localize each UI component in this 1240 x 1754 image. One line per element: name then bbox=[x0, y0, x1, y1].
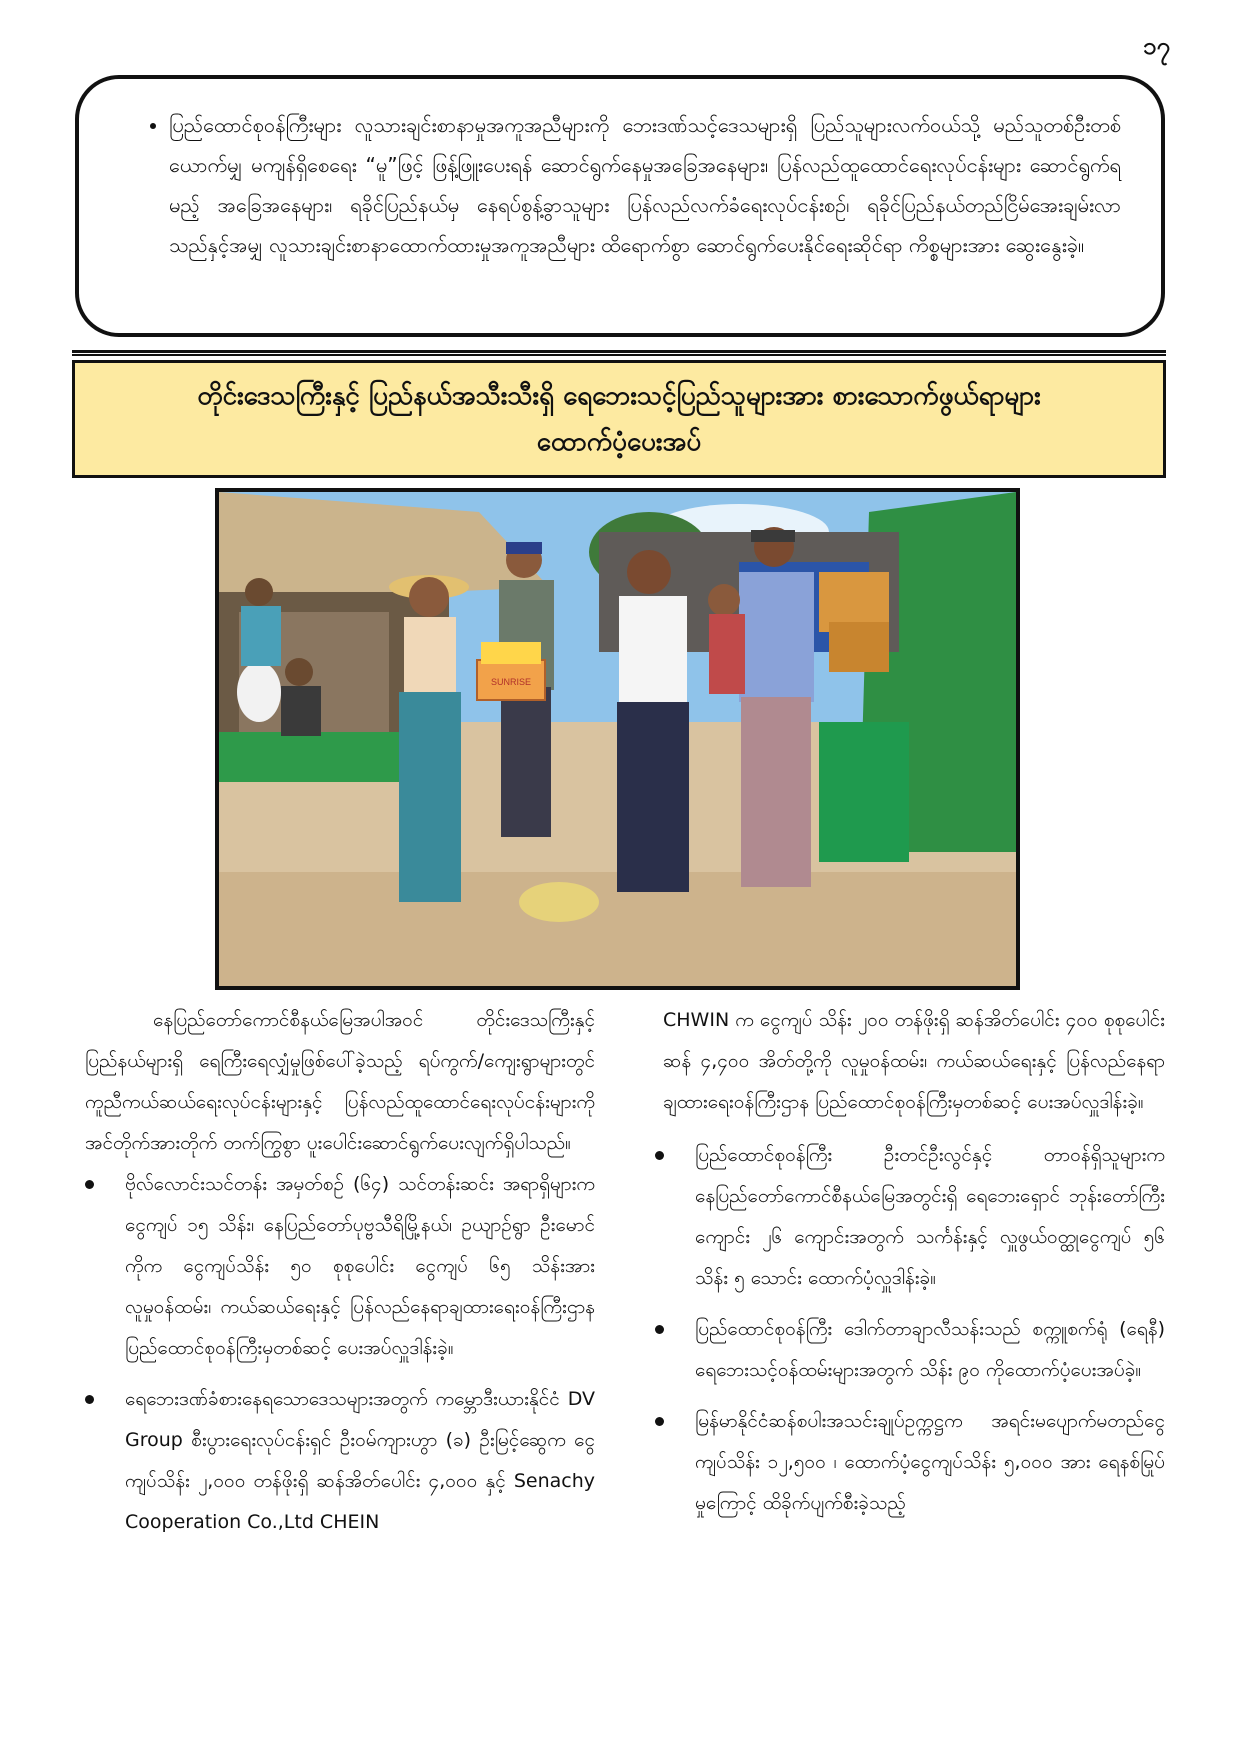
headline-line-2: ထောက်ပံ့ပေးအပ် bbox=[536, 427, 702, 457]
section-divider bbox=[72, 350, 1166, 356]
continued-paragraph: CHWIN က ငွေကျပ် သိန်း ၂၀၀ တန်ဖိုးရှိ ဆန်အိတ်ပေါင်း ၄၀၀ စုစုပေါင်း ဆန် ၄,၄၀၀ အိတ်တို့ကို လူမှုဝန်ထမ်း၊ ကယ်ဆယ်ရေးနှင့် ပြန်လည်နေရာချထားရေးဝန်ကြီးဌာန ပြည်ထောင်စုဝန်ကြီးမှတစ်ဆင့် ပေးအပ်လှူဒါန်းခဲ့။ bbox=[663, 1009, 1165, 1113]
article-headline bbox=[72, 360, 1166, 478]
summary-list bbox=[121, 105, 1121, 265]
left-bullet-list bbox=[85, 1164, 595, 1543]
right-bullet-list bbox=[655, 1135, 1165, 1524]
right-column bbox=[655, 1000, 1165, 1534]
page-number: ၁၇ bbox=[1143, 32, 1170, 60]
photo-illustration bbox=[219, 492, 1016, 986]
summary-box bbox=[75, 75, 1165, 337]
intro-paragraph: နေပြည်တော်ကောင်စီနယ်မြေအပါအဝင် တိုင်းဒေသကြီးနှင့် ပြည်နယ်များရှိ ရေကြီးရေလျှံမှုဖြစ်ပေါ်ခဲ့သည့် ရပ်ကွက်/ကျေးရွာများတွင် ကူညီကယ်ဆယ်ရေးလုပ်ငန်းများနှင့် ပြန်လည်ထူထောင်ရေးလုပ်ငန်းများကို အင်တိုက်အားတိုက် တက်ကြွစွာ ပူးပေါင်းဆောင်ရွက်ပေးလျက်ရှိပါသည်။ bbox=[85, 1009, 595, 1154]
list-item: ရေဘေးဒဏ်ခံစားနေရသောဒေသများအတွက် ကမ္ဘောဒီးယားနိုင်ငံ DV Group စီးပွားရေးလုပ်ငန်းရှင် ဦးဝမ်ကျားဟွာ (ခ) ဦးမြင့်ဆွေက ငွေကျပ်သိန်း ၂,၀၀၀ တန်ဖိုးရှိ ဆန်အိတ်ပေါင်း ၄,၀၀၀ နှင့် Senachy Cooperation Co.,Ltd CHEIN bbox=[85, 1379, 595, 1543]
summary-bullet: • ပြည်ထောင်စုဝန်ကြီးများ လူသားချင်းစာနာမှုအကူအညီများကို ဘေးဒဏ်သင့်ဒေသများရှိ ပြည်သူများလက်ဝယ်သို့ မည်သူတစ်ဦးတစ်ယောက်မျှ မကျန်ရှိစေရေး “မူ”ဖြင့် ဖြန့်ဖြူးပေးရန် ဆောင်ရွက်နေမှုအခြေအနေများ၊ ပြန်လည်ထူထောင်ရေးလုပ်ငန်းများ ဆောင်ရွက်ရမည့် အခြေအနေများ၊ ရခိုင်ပြည်နယ်မှ နေရပ်စွန့်ခွာသူများ ပြန်လည်လက်ခံရေးလုပ်ငန်းစဉ်၊ ရခိုင်ပြည်နယ်တည်ငြိမ်အေးချမ်းလာသည်နှင့်အမျှ လူသားချင်းစာနာထောက်ထားမှုအကူအညီများ ထိရောက်စွာ ဆောင်ရွက်ပေးနိုင်ရေးဆိုင်ရာ ကိစ္စများအား ဆွေးနွေးခဲ့။ bbox=[169, 105, 1121, 265]
article-photo bbox=[215, 488, 1020, 990]
list-item: ပြည်ထောင်စုဝန်ကြီး ဦးတင်ဦးလွင်နှင့် တာဝန်ရှိသူများက နေပြည်တော်ကောင်စီနယ်မြေအတွင်းရှိ ရေဘေးရှောင် ဘုန်းတော်ကြီးကျောင်း ၂၆ ကျောင်းအတွက် သင်္ကန်းနှင့် လှူဖွယ်ဝတ္ထုငွေကျပ် ၅၆ သိန်း ၅ သောင်း ထောက်ပံ့လှူဒါန်းခဲ့။ bbox=[655, 1135, 1165, 1299]
photo-box-label: SUNRISE bbox=[490, 677, 532, 687]
list-item: ဗိုလ်လောင်းသင်တန်း အမှတ်စဉ် (၆၄) သင်တန်းဆင်း အရာရှိများက ငွေကျပ် ၁၅ သိန်း၊ နေပြည်တော်ပုဗ္ဗသီရိမြို့နယ်၊ ဥယျာဉ်ရွာ ဦးမောင်ကိုက ငွေကျပ်သိန်း ၅၀ စုစုပေါင်း ငွေကျပ် ၆၅ သိန်းအား လူမှုဝန်ထမ်း၊ ကယ်ဆယ်ရေးနှင့် ပြန်လည်နေရာချထားရေးဝန်ကြီးဌာန ပြည်ထောင်စုဝန်ကြီးမှတစ်ဆင့် ပေးအပ်လှူဒါန်းခဲ့။ bbox=[85, 1164, 595, 1369]
headline-line-1: တိုင်းဒေသကြီးနှင့် ပြည်နယ်အသီးသီးရှိ ရေဘေးသင့်ပြည်သူများအား စားသောက်ဖွယ်ရာများ bbox=[197, 381, 1041, 411]
list-item: ပြည်ထောင်စုဝန်ကြီး ဒေါက်တာချာလီသန်းသည် စက္ကူစက်ရုံ (ရေနီ) ရေဘေးသင့်ဝန်ထမ်းများအတွက် သိန်း ၉၀ ကိုထောက်ပံ့ပေးအပ်ခဲ့။ bbox=[655, 1309, 1165, 1391]
left-column bbox=[85, 1000, 595, 1553]
list-item: မြန်မာနိုင်ငံဆန်စပါးအသင်းချုပ်ဥက္ကဋ္ဌက အရင်းမပျောက်မတည်ငွေကျပ်သိန်း ၁၂,၅၀၀ ၊ ထောက်ပံ့ငွေကျပ်သိန်း ၅,၀၀၀ အား ရေနစ်မြုပ်မှုကြောင့် ထိခိုက်ပျက်စီးခဲ့သည့် bbox=[655, 1401, 1165, 1524]
